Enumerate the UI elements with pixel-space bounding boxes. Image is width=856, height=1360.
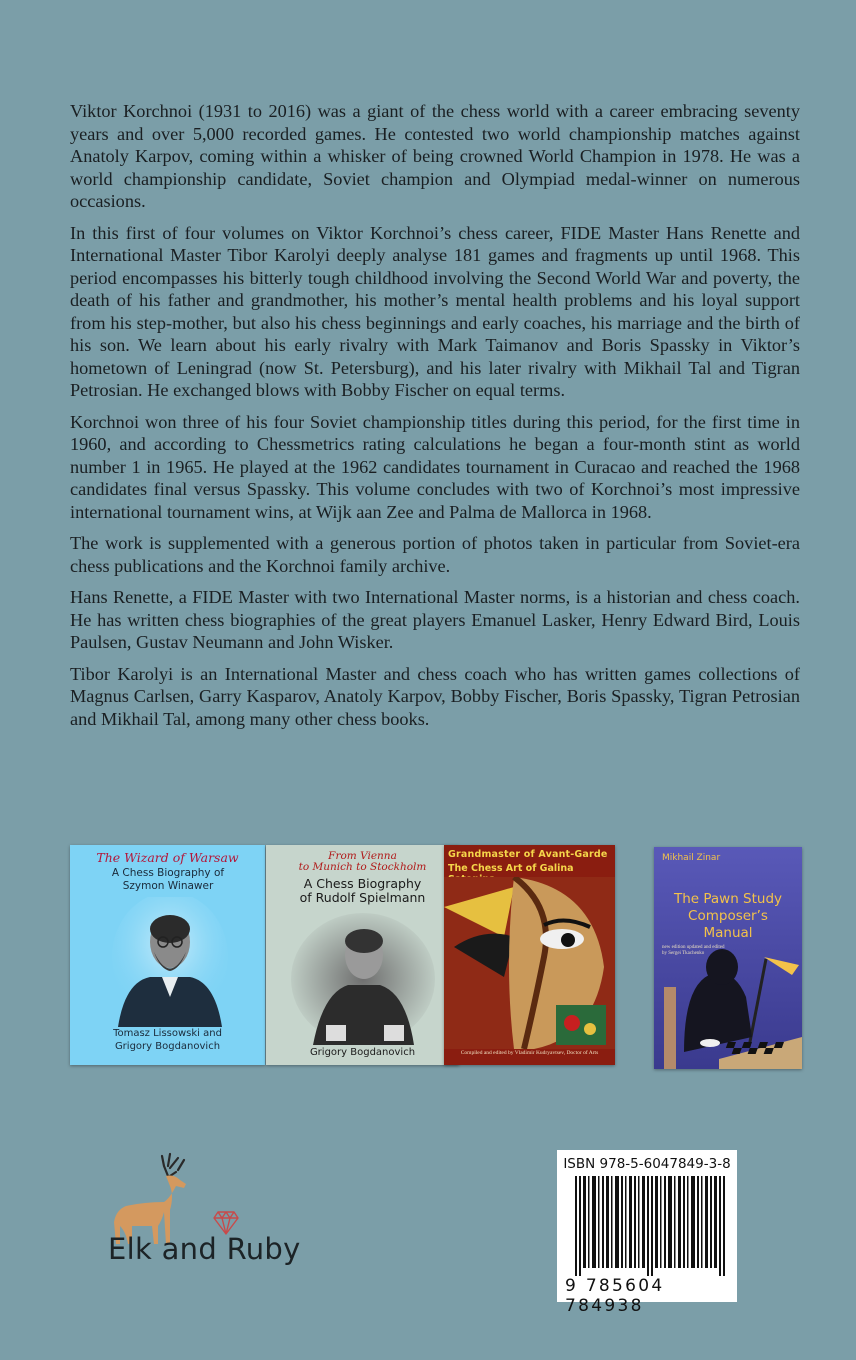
- book-cover-wizard-of-warsaw: [70, 845, 265, 1065]
- barcode-digits: 9 785604 784938: [565, 1276, 665, 1316]
- blurb-paragraph-5: Hans Renette, a FIDE Master with two International Master norms, is a historian and chess coach. He has written chess biographies of the great players Emanuel Lasker, Henry Edward Bird, Louis Paulsen, Gustav Neumann and John Wisker.: [70, 587, 800, 652]
- book-title-1: From Vienna: [328, 850, 397, 862]
- book-title-2: Composer’s: [688, 908, 768, 924]
- blurb-paragraph-3: Korchnoi won three of his four Soviet championship titles during this period, for the first time in 1960, and according to Chessmetrics rating calculations he began a four-month stint as world number 1 in 1965. He played at the 1962 candidates tournament in Curacao and reached the 1968 candidates final versus Spassky. This volume concludes with two of Korchnoi’s most impressive international tournament wins, at Wijk aan Zee and Palma de Mallorca in 1968.: [70, 411, 800, 522]
- book-note-1: new edition updated and edited: [662, 945, 725, 950]
- artwork-image: [654, 847, 802, 1069]
- blurb-paragraph-4: The work is supplemented with a generous portion of photos taken in particular from Soviet-era chess publications and the Korchnoi family archive.: [70, 533, 800, 576]
- blurb-paragraph-6: Tibor Karolyi is an International Master and chess coach who has written games collections of Magnus Carlsen, Garry Kasparov, Anatoly Karpov, Bobby Fischer, Boris Spassky, Tigran Petrosian and Mikhail Tal, among many other chess books.: [70, 663, 800, 729]
- blurb-paragraph-2: In this first of four volumes on Viktor Korchnoi’s chess career, FIDE Master Hans Renette and International Master Tibor Karolyi deeply analyse 181 games and fragments up until 1968. This period encompasses his bitterly tough childhood involving the Second World War and poverty, the death of his father and grandmother, his mother’s mental health problems and his loyal support from his step-mother, but also his chess beginnings and early coaches, his marriage and the birth of his son. We learn about his early rivalry with Mark Taimanov and Boris Spassky in Viktor’s hometown of Leningrad (now St. Petersburg), and his later rivalry with Mikhail Tal and Tigran Petrosian. He exchanged blows with Bobby Fischer on equal terms.: [70, 222, 800, 400]
- portrait-image: [110, 897, 230, 1027]
- artwork-image: [444, 877, 615, 1049]
- book-credit: Compiled and edited by Vladimir Kudryavtsev, Doctor of Arts: [460, 1050, 599, 1056]
- barcode-bars: [575, 1176, 727, 1276]
- book-cover-spielmann: [266, 845, 459, 1065]
- portrait-image: [288, 913, 438, 1045]
- blurb-paragraph-1: Viktor Korchnoi (1931 to 2016) was a giant of the chess world with a career embracing seventy years and over 5,000 recorded games. He contested two world championship matches against Anatoly Karpov, coming within a whisker of being crowned World Champion in 1978. He was a world championship candidate, Soviet champion and Olympiad medal-winner on numerous occasions.: [70, 101, 800, 211]
- book-title-2: to Munich to Stockholm: [298, 861, 427, 873]
- book-subtitle-2: of Rudolf Spielmann: [299, 890, 426, 905]
- book-subtitle: A Chess Biography of Szymon Winawer: [111, 867, 225, 892]
- book-title-3: Manual: [703, 925, 753, 941]
- book-author: Mikhail Zinar: [662, 853, 721, 863]
- ruby-icon: [214, 1212, 238, 1234]
- isbn-barcode: [557, 1150, 737, 1316]
- book-cover-avant-garde: [444, 845, 615, 1065]
- book-title-1: The Pawn Study: [673, 891, 783, 907]
- elk-icon: [114, 1154, 186, 1244]
- publisher-name: Elk and Ruby: [108, 1232, 301, 1266]
- book-title-2: The Chess Art of Galina: [448, 863, 574, 874]
- book-cover-pawn-study: [654, 847, 802, 1069]
- book-author-1: Tomasz Lissowski and: [113, 1028, 222, 1039]
- blurb-text: [70, 100, 800, 739]
- book-title-1: Grandmaster of Avant-Garde: [448, 849, 608, 860]
- book-subtitle-1: A Chess Biography: [303, 876, 422, 891]
- book-title: The Wizard of Warsaw: [96, 850, 239, 865]
- book-author-2: Grigory Bogdanovich: [114, 1041, 221, 1052]
- book-author: Grigory Bogdanovich: [309, 1047, 416, 1058]
- book-note-2: by Sergei Tkachenko: [662, 951, 705, 956]
- isbn-label: ISBN 978-5-6047849-3-8: [563, 1156, 731, 1172]
